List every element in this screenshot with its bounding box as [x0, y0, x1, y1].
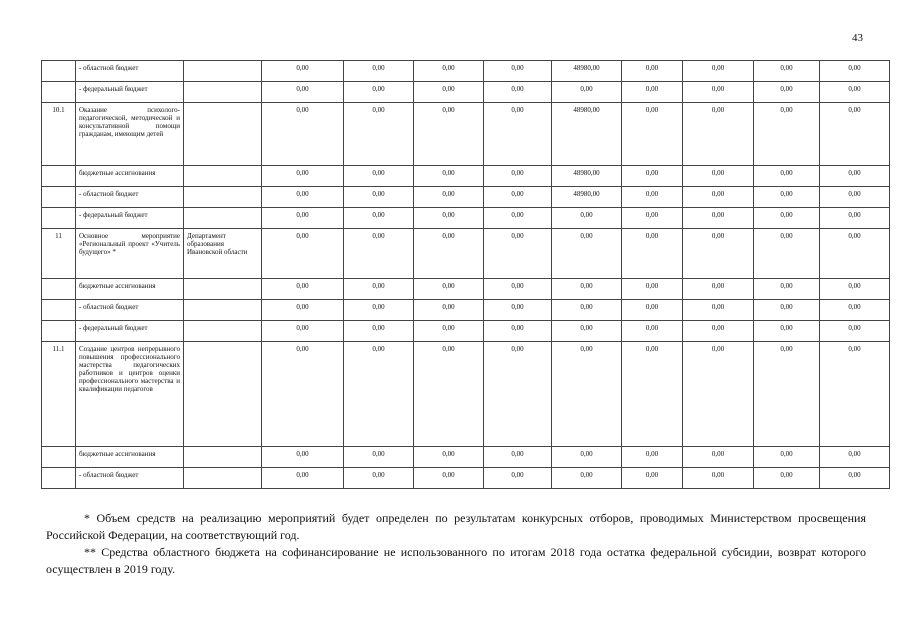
row-number-cell [42, 82, 76, 103]
executor-cell [184, 187, 262, 208]
amount-cell: 0,00 [344, 166, 414, 187]
amount-cell: 0,00 [344, 468, 414, 489]
activity-name-cell: бюджетные ассигнования [76, 447, 184, 468]
activity-name-cell: Основное мероприятие «Региональный проект «Учитель будущего» * [76, 229, 184, 279]
amount-cell: 0,00 [622, 447, 683, 468]
amount-cell: 0,00 [622, 166, 683, 187]
executor-cell [184, 82, 262, 103]
amount-cell: 0,00 [754, 321, 820, 342]
amount-cell: 0,00 [820, 61, 890, 82]
amount-cell: 0,00 [262, 468, 344, 489]
amount-cell: 0,00 [552, 279, 622, 300]
amount-cell: 0,00 [754, 166, 820, 187]
amount-cell: 0,00 [552, 300, 622, 321]
row-number-cell [42, 447, 76, 468]
amount-cell: 0,00 [484, 447, 552, 468]
amount-cell: 0,00 [683, 166, 754, 187]
table-row [42, 468, 890, 489]
amount-cell: 0,00 [484, 342, 552, 447]
amount-cell: 0,00 [414, 447, 484, 468]
amount-cell: 48980,00 [552, 166, 622, 187]
row-number-cell [42, 208, 76, 229]
footnote-1: * Объем средств на реализацию мероприятий будет определен по результатам конкурсных отборов, проводимых Министерством просвещения Российской Федерации, на соответствующий год. [46, 511, 866, 542]
amount-cell: 48980,00 [552, 61, 622, 82]
table-row [42, 82, 890, 103]
amount-cell: 0,00 [414, 187, 484, 208]
amount-cell: 0,00 [622, 279, 683, 300]
table-row [42, 103, 890, 166]
amount-cell: 0,00 [820, 103, 890, 166]
amount-cell: 0,00 [683, 447, 754, 468]
amount-cell: 0,00 [552, 208, 622, 229]
amount-cell: 0,00 [414, 279, 484, 300]
executor-cell: Департамент образования Ивановской области [184, 229, 262, 279]
amount-cell: 0,00 [262, 166, 344, 187]
amount-cell: 0,00 [552, 229, 622, 279]
table-row [42, 61, 890, 82]
amount-cell: 0,00 [484, 208, 552, 229]
amount-cell: 0,00 [484, 166, 552, 187]
amount-cell: 0,00 [484, 187, 552, 208]
row-number-cell: 11.1 [42, 342, 76, 447]
amount-cell: 0,00 [820, 447, 890, 468]
executor-cell [184, 61, 262, 82]
amount-cell: 0,00 [344, 321, 414, 342]
amount-cell: 0,00 [484, 321, 552, 342]
amount-cell: 0,00 [622, 61, 683, 82]
amount-cell: 0,00 [552, 447, 622, 468]
executor-cell [184, 300, 262, 321]
amount-cell: 0,00 [414, 166, 484, 187]
amount-cell: 0,00 [683, 208, 754, 229]
amount-cell: 0,00 [484, 300, 552, 321]
executor-cell [184, 166, 262, 187]
amount-cell: 0,00 [622, 468, 683, 489]
amount-cell: 0,00 [552, 468, 622, 489]
amount-cell: 0,00 [820, 300, 890, 321]
amount-cell: 0,00 [414, 229, 484, 279]
amount-cell: 0,00 [344, 300, 414, 321]
activity-name-cell: - областной бюджет [76, 468, 184, 489]
amount-cell: 0,00 [344, 82, 414, 103]
amount-cell: 0,00 [820, 187, 890, 208]
amount-cell: 0,00 [622, 342, 683, 447]
amount-cell: 0,00 [414, 342, 484, 447]
amount-cell: 0,00 [754, 300, 820, 321]
amount-cell: 0,00 [622, 300, 683, 321]
amount-cell: 0,00 [344, 342, 414, 447]
row-number-cell [42, 468, 76, 489]
amount-cell: 0,00 [754, 61, 820, 82]
table-row [42, 342, 890, 447]
amount-cell: 0,00 [414, 300, 484, 321]
page-number: 43 [852, 32, 863, 44]
amount-cell: 0,00 [262, 342, 344, 447]
amount-cell: 0,00 [344, 447, 414, 468]
amount-cell: 0,00 [344, 187, 414, 208]
activity-name-cell: - федеральный бюджет [76, 208, 184, 229]
table-body [42, 61, 890, 489]
amount-cell: 0,00 [820, 468, 890, 489]
amount-cell: 0,00 [484, 82, 552, 103]
row-number-cell [42, 300, 76, 321]
amount-cell: 0,00 [754, 468, 820, 489]
table-row [42, 279, 890, 300]
amount-cell: 0,00 [262, 229, 344, 279]
activity-name-cell: - областной бюджет [76, 300, 184, 321]
amount-cell: 0,00 [622, 103, 683, 166]
amount-cell: 48980,00 [552, 103, 622, 166]
amount-cell: 0,00 [754, 447, 820, 468]
activity-name-cell: - федеральный бюджет [76, 321, 184, 342]
amount-cell: 0,00 [622, 229, 683, 279]
amount-cell: 0,00 [484, 229, 552, 279]
executor-cell [184, 468, 262, 489]
amount-cell: 0,00 [683, 187, 754, 208]
executor-cell [184, 321, 262, 342]
table-row [42, 300, 890, 321]
executor-cell [184, 447, 262, 468]
amount-cell: 0,00 [683, 82, 754, 103]
amount-cell: 0,00 [622, 82, 683, 103]
amount-cell: 0,00 [262, 279, 344, 300]
activity-name-cell: бюджетные ассигнования [76, 166, 184, 187]
footnotes [46, 510, 866, 578]
amount-cell: 0,00 [552, 342, 622, 447]
table-row [42, 229, 890, 279]
row-number-cell: 10.1 [42, 103, 76, 166]
amount-cell: 0,00 [344, 229, 414, 279]
amount-cell: 0,00 [414, 103, 484, 166]
amount-cell: 0,00 [683, 279, 754, 300]
amount-cell: 0,00 [262, 103, 344, 166]
amount-cell: 0,00 [262, 208, 344, 229]
executor-cell [184, 208, 262, 229]
amount-cell: 0,00 [754, 208, 820, 229]
amount-cell: 0,00 [683, 103, 754, 166]
amount-cell: 0,00 [820, 82, 890, 103]
amount-cell: 0,00 [552, 82, 622, 103]
amount-cell: 0,00 [820, 166, 890, 187]
amount-cell: 0,00 [622, 208, 683, 229]
amount-cell: 0,00 [484, 61, 552, 82]
table-row [42, 321, 890, 342]
amount-cell: 0,00 [414, 468, 484, 489]
executor-cell [184, 103, 262, 166]
amount-cell: 0,00 [754, 187, 820, 208]
activity-name-cell: - областной бюджет [76, 61, 184, 82]
activity-name-cell: - областной бюджет [76, 187, 184, 208]
amount-cell: 0,00 [820, 321, 890, 342]
amount-cell: 0,00 [414, 82, 484, 103]
amount-cell: 0,00 [683, 342, 754, 447]
amount-cell: 0,00 [262, 187, 344, 208]
amount-cell: 0,00 [820, 208, 890, 229]
row-number-cell [42, 321, 76, 342]
amount-cell: 0,00 [754, 279, 820, 300]
amount-cell: 0,00 [622, 187, 683, 208]
amount-cell: 0,00 [344, 103, 414, 166]
amount-cell: 0,00 [262, 321, 344, 342]
amount-cell: 0,00 [414, 208, 484, 229]
amount-cell: 48980,00 [552, 187, 622, 208]
amount-cell: 0,00 [414, 321, 484, 342]
table-row [42, 447, 890, 468]
amount-cell: 0,00 [683, 321, 754, 342]
amount-cell: 0,00 [552, 321, 622, 342]
amount-cell: 0,00 [820, 229, 890, 279]
activity-name-cell: - федеральный бюджет [76, 82, 184, 103]
amount-cell: 0,00 [683, 300, 754, 321]
amount-cell: 0,00 [484, 103, 552, 166]
row-number-cell [42, 166, 76, 187]
amount-cell: 0,00 [622, 321, 683, 342]
amount-cell: 0,00 [820, 279, 890, 300]
amount-cell: 0,00 [683, 468, 754, 489]
amount-cell: 0,00 [262, 447, 344, 468]
row-number-cell: 11 [42, 229, 76, 279]
amount-cell: 0,00 [683, 229, 754, 279]
executor-cell [184, 279, 262, 300]
amount-cell: 0,00 [754, 342, 820, 447]
row-number-cell [42, 187, 76, 208]
footnote-2: ** Средства областного бюджета на софинансирование не использованного по итогам 2018 года остатка федеральной субсидии, возврат которого осуществлен в 2019 году. [46, 545, 866, 576]
amount-cell: 0,00 [344, 208, 414, 229]
amount-cell: 0,00 [484, 468, 552, 489]
amount-cell: 0,00 [262, 300, 344, 321]
budget-table [41, 60, 890, 489]
amount-cell: 0,00 [262, 61, 344, 82]
executor-cell [184, 342, 262, 447]
activity-name-cell: Оказание психолого-педагогической, методической и консультативной помощи гражданам, имеющим детей [76, 103, 184, 166]
table-row [42, 208, 890, 229]
amount-cell: 0,00 [484, 279, 552, 300]
amount-cell: 0,00 [754, 229, 820, 279]
amount-cell: 0,00 [344, 279, 414, 300]
amount-cell: 0,00 [414, 61, 484, 82]
amount-cell: 0,00 [262, 82, 344, 103]
activity-name-cell: Создание центров непрерывного повышения профессионального мастерства педагогических работников и центров оценки профессионального мастерства и квалификации педагогов [76, 342, 184, 447]
row-number-cell [42, 61, 76, 82]
table-row [42, 166, 890, 187]
amount-cell: 0,00 [683, 61, 754, 82]
row-number-cell [42, 279, 76, 300]
amount-cell: 0,00 [820, 342, 890, 447]
amount-cell: 0,00 [754, 103, 820, 166]
table-row [42, 187, 890, 208]
amount-cell: 0,00 [754, 82, 820, 103]
amount-cell: 0,00 [344, 61, 414, 82]
activity-name-cell: бюджетные ассигнования [76, 279, 184, 300]
